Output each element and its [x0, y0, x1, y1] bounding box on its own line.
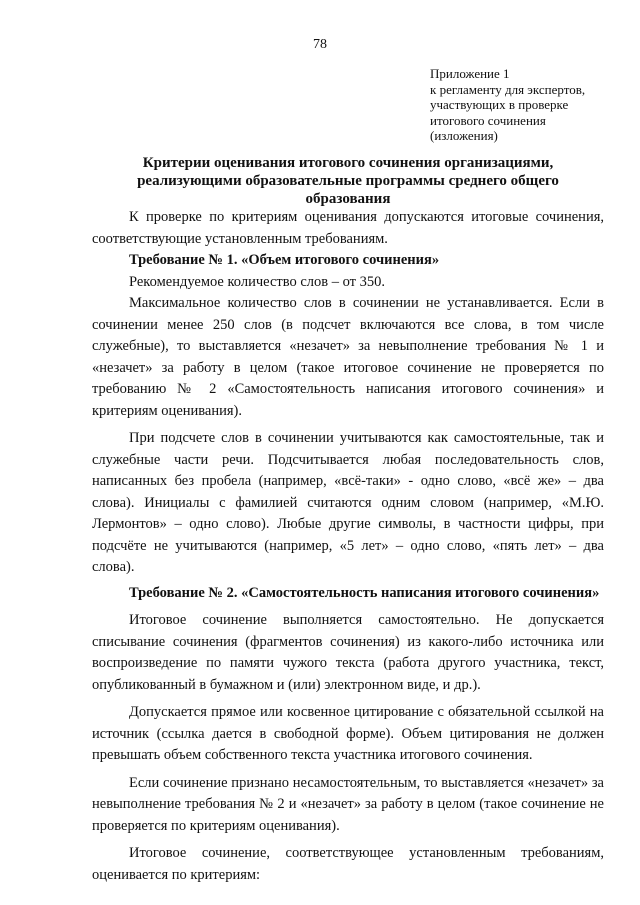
requirement-2-paragraph-1: Итоговое сочинение выполняется самостоятельно. Не допускается списывание сочинения (фрагментов сочинения) из какого-либо источника или воспроизведение по памяти чужого текста (работа другого участника, текст, опубликованный в бумажном и (или) электронном виде, и др.).: [92, 612, 604, 693]
appendix-line: участвующих в проверке: [430, 97, 569, 112]
requirement-2-heading: Требование № 2. «Самостоятельность написания итогового сочинения»: [129, 584, 600, 601]
requirement-2-paragraph-2: Допускается прямое или косвенное цитирование с обязательной ссылкой на источник (ссылка дается в свободной форме). Объем цитирования не должен превышать объем собственного текста участника итогового сочинения.: [92, 704, 604, 763]
appendix-line: (изложения): [430, 128, 498, 143]
appendix-line: к регламенту для экспертов,: [430, 81, 586, 97]
title-line: Критерии оценивания итогового сочинения организациями,: [142, 155, 554, 171]
requirement-2-paragraph-3: Если сочинение признано несамостоятельным, то выставляется «незачет» за невыполнение требования № 2 и «незачет» за работу в целом (такое сочинение не проверяется по критериям оценивания).: [92, 774, 604, 834]
document-body: [92, 207, 604, 886]
document-title: [92, 154, 604, 208]
requirement-1-paragraph-2: Максимальное количество слов в сочинении не устанавливается. Если в сочинении менее 250 слов (в подсчет включаются все слова, в том числе служебные), то выставляется «незачет» за невыполнение требования № 1 и «незачет» за работу в целом (такое итоговое сочинение не проверяется по требованию № 2 «Самостоятельность написания итогового сочинения» и критериям оценивания).: [92, 295, 604, 419]
title-line: образования: [305, 191, 391, 207]
page-number: 78: [313, 37, 327, 52]
requirement-1-paragraph-3: При подсчете слов в сочинении учитываются как самостоятельные, так и служебные части речи. Подсчитывается любая последовательность слов, написанных без пробела (например, «всё-таки» - одно слово, «всё же» – два слова). Инициалы с фамилией считаются одним словом (например, «М.Ю. Лермонтов» – одно слово). Любые другие символы, в частности цифры, при подсчёте не учитываются (например, «5 лет» – одно слово, «пять лет» – два слова).: [92, 430, 604, 575]
requirement-1-heading: Требование № 1. «Объем итогового сочинения»: [129, 252, 440, 268]
appendix-note: [430, 66, 630, 144]
title-line: реализующими образовательные программы среднего общего: [137, 173, 559, 189]
intro-paragraph: К проверке по критериям оценивания допускаются итоговые сочинения, соответствующие установленным требованиям.: [92, 209, 604, 247]
requirement-2-paragraph-4: Итоговое сочинение, соответствующее установленным требованиям, оценивается по критериям:: [92, 845, 604, 883]
requirement-1-paragraph-1: Рекомендуемое количество слов – от 350.: [129, 273, 386, 290]
appendix-line: Приложение 1: [430, 66, 510, 81]
appendix-line: итогового сочинения: [430, 112, 546, 128]
